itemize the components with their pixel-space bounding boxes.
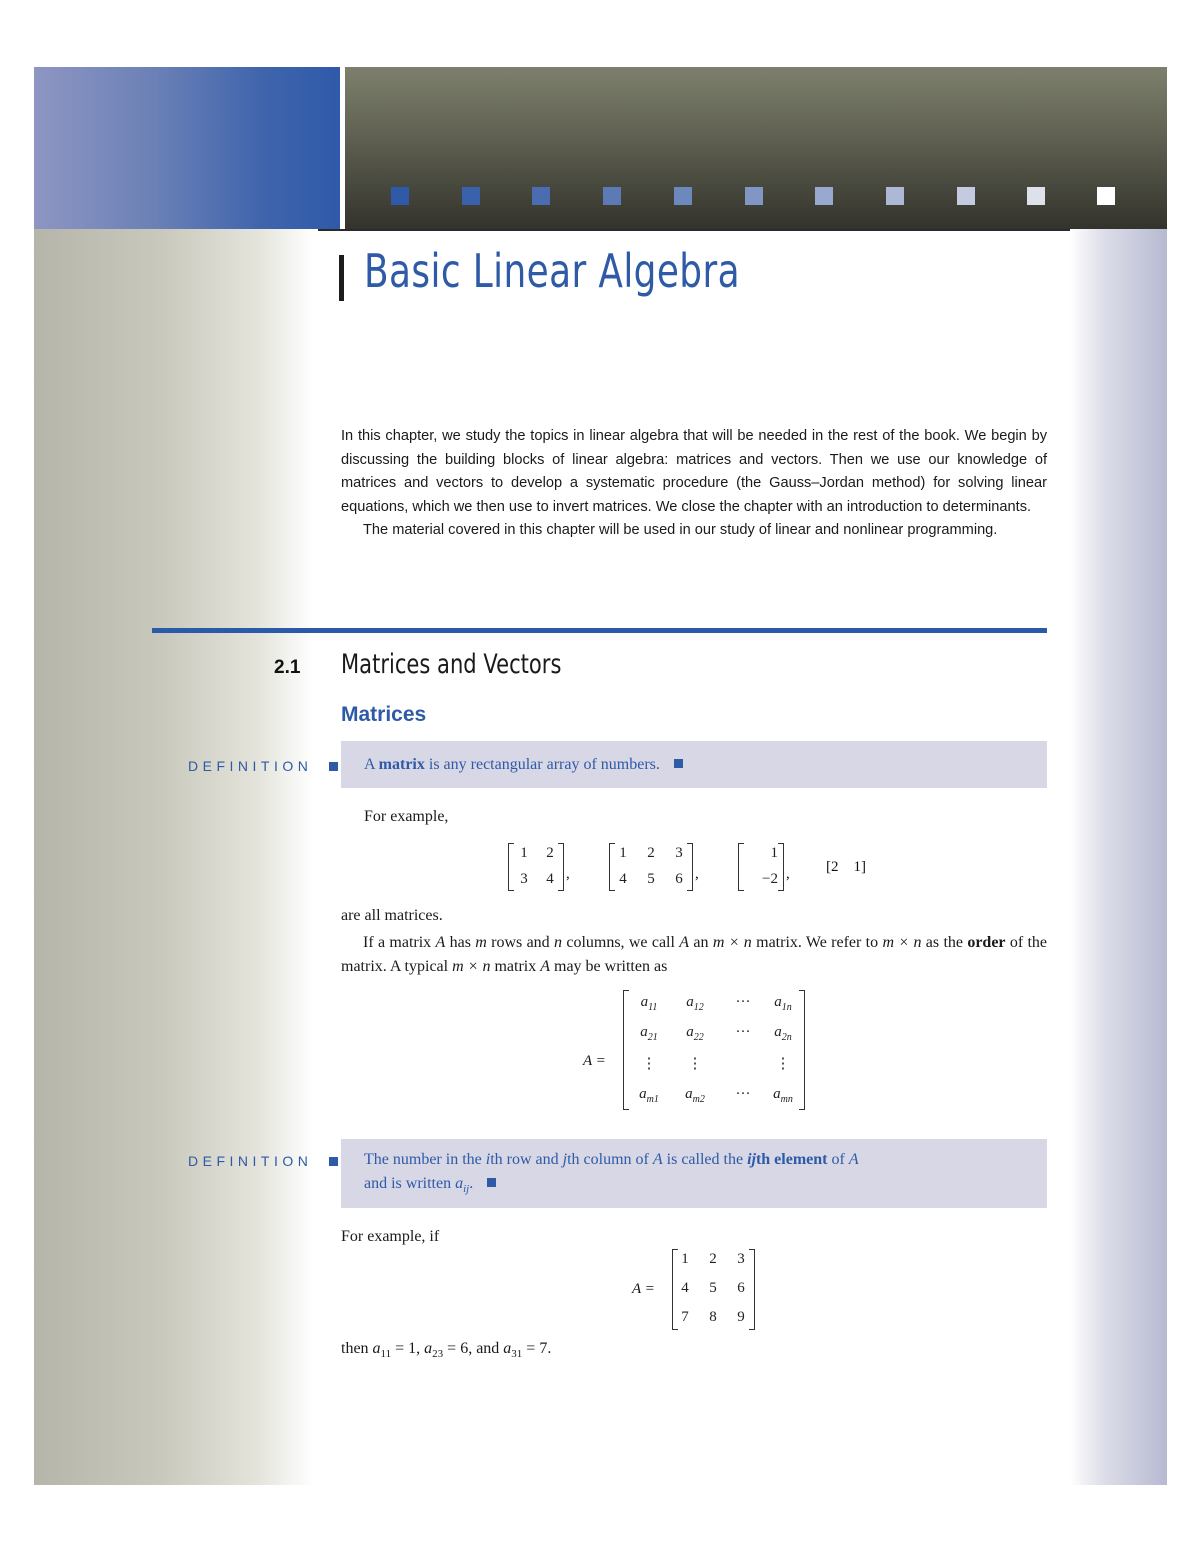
text-span: matrix (490, 958, 541, 975)
matrix-cell: 7 (681, 1309, 689, 1325)
intro-paragraph-1: In this chapter, we study the topics in linear algebra that will be needed in the rest of the book. We begin by discussing the building blocks of linear algebra: matrices and vectors. Then we use our knowledge of matrices and vectors to develop a systematic procedure (the Gauss–Jordan method) for solving linear equations, which we then use to invert matrices. We close the chapter with an introduction to determinants. (341, 428, 1047, 515)
text-span: = 7. (522, 1340, 552, 1357)
definition-marker (329, 762, 338, 771)
example-row-vector: [2 1] (826, 859, 866, 875)
matrix-cell: 1 (681, 1251, 689, 1267)
matrix-cell: 6 (675, 871, 683, 887)
matrix-cell: 3 (737, 1251, 745, 1267)
are-all-matrices-text: are all matrices. (341, 907, 443, 924)
text-span: matrix. We refer to (751, 934, 879, 951)
matrix-cell: $a_{2n}$ (774, 1024, 792, 1043)
matrix-cell: 1 (770, 845, 778, 861)
text-span: rows and (486, 934, 555, 951)
def-text: th row and (490, 1151, 563, 1168)
then-text (341, 1340, 551, 1360)
math-subscript: 11 (380, 1348, 392, 1361)
text-span: then (341, 1340, 373, 1357)
math-symbol: m × n (712, 934, 752, 951)
matrix-cell: 4 (546, 871, 554, 887)
general-matrix (623, 990, 805, 1110)
text-span: as the (921, 934, 968, 951)
def-text: is called the (662, 1151, 748, 1168)
header-square (957, 187, 975, 205)
matrix-cell: 1 (520, 845, 528, 861)
definition-text (364, 1148, 1004, 1201)
math-symbol: a (455, 1175, 464, 1192)
matrix-cell: ⋮ (641, 1056, 657, 1072)
text-span: = 1, (391, 1340, 425, 1357)
def-text: and is written (364, 1175, 456, 1192)
definition-box-matrix (341, 741, 1047, 788)
section-title: Matrices and Vectors (341, 649, 562, 680)
matrix-cell: ··· (735, 1024, 751, 1040)
math-symbol: A (679, 934, 690, 951)
end-of-definition-marker (674, 759, 683, 768)
def-text: of (827, 1151, 849, 1168)
math-symbol: m (475, 934, 487, 951)
math-symbol: n (554, 934, 563, 951)
def-text: th column of (567, 1151, 653, 1168)
left-margin-panel (34, 229, 314, 1485)
header-square (815, 187, 833, 205)
right-margin-panel (1070, 229, 1167, 1485)
example-matrix-2x2 (508, 843, 564, 891)
matrix-cell: ⋮ (775, 1056, 791, 1072)
def-term: ij (747, 1151, 756, 1168)
def-text-post: is any rectangular array of numbers. (424, 756, 660, 773)
matrix-lhs: A = (583, 1053, 606, 1069)
subsection-title: Matrices (341, 703, 427, 726)
matrix-cell: $a_{22}$ (686, 1024, 704, 1043)
matrix-cell: 5 (647, 871, 655, 887)
matrix-cell: 2 (647, 845, 655, 861)
header-square (1027, 187, 1045, 205)
matrix-cell: $a_{m2}$ (685, 1086, 705, 1105)
matrix-cell: ··· (735, 1086, 751, 1102)
matrix-cell: 8 (709, 1309, 717, 1325)
matrix-cell: 4 (681, 1280, 689, 1296)
comma: , (566, 866, 570, 882)
header-square (886, 187, 904, 205)
definition-label: DEFINITION (188, 1153, 313, 1169)
matrix-cell: 6 (737, 1280, 745, 1296)
header-square (391, 187, 409, 205)
math-symbol: A (435, 934, 446, 951)
order-paragraph (341, 931, 1047, 979)
matrix-lhs: A = (632, 1281, 655, 1297)
intro-paragraph-2: The material covered in this chapter will be used in our study of linear and nonlinear programming. (363, 522, 998, 538)
matrix-cell: $a_{11}$ (640, 994, 658, 1013)
bracket-right (558, 843, 564, 891)
matrix-cell: ··· (735, 994, 751, 1010)
text-span: If a matrix (363, 934, 436, 951)
header-square (603, 187, 621, 205)
def-text: The number in the (364, 1151, 486, 1168)
matrix-cell: 9 (737, 1309, 745, 1325)
text-span: has (445, 934, 476, 951)
text-span: of the matrix. A typical (341, 934, 1048, 975)
header-square (745, 187, 763, 205)
matrix-cell: 3 (520, 871, 528, 887)
matrix-cell: $a_{12}$ (686, 994, 704, 1013)
bracket-right (799, 990, 805, 1110)
definition-text (364, 753, 683, 777)
matrix-cell: $a_{1n}$ (774, 994, 792, 1013)
matrix-cell: 1 (619, 845, 627, 861)
example-matrix-column (738, 843, 784, 891)
section-rule (152, 628, 1047, 633)
matrix-cell: $a_{mn}$ (773, 1086, 793, 1105)
bracket-right (749, 1249, 755, 1330)
example-matrix-2x3 (609, 843, 693, 891)
title-bar (339, 255, 344, 301)
math-subscript: ij (463, 1183, 470, 1196)
for-example-text: For example, (364, 808, 449, 825)
example-matrix-lhs (632, 1281, 655, 1298)
bracket-left (623, 990, 629, 1110)
math-subscript: 23 (432, 1348, 444, 1361)
definition-marker (329, 1157, 338, 1166)
matrix-cell: ⋮ (687, 1056, 703, 1072)
definition-box-element (341, 1139, 1047, 1208)
chapter-title: Basic Linear Algebra (364, 244, 740, 298)
header-square (532, 187, 550, 205)
title-rule (318, 229, 1070, 231)
example-matrix-3x3 (672, 1249, 755, 1330)
text-span: may be written as (550, 958, 668, 975)
matrix-cell: 2 (709, 1251, 717, 1267)
term-order: order (967, 934, 1006, 951)
math-symbol: m × n (882, 934, 922, 951)
header-square (462, 187, 480, 205)
def-term: th element (755, 1151, 828, 1168)
matrix-cell: 4 (619, 871, 627, 887)
math-symbol: A (652, 1151, 663, 1168)
def-text: . (469, 1175, 474, 1192)
bracket-right (778, 843, 784, 891)
matrix-cell: −2 (762, 871, 778, 887)
bracket-left (508, 843, 514, 891)
definition-label: DEFINITION (188, 758, 313, 774)
section-number: 2.1 (274, 657, 301, 678)
math-symbol: m × n (452, 958, 491, 975)
header-band-left (34, 67, 340, 229)
math-symbol: i (485, 1151, 491, 1168)
bracket-right (687, 843, 693, 891)
matrix-cell: $a_{21}$ (640, 1024, 658, 1043)
math-symbol: a (372, 1340, 381, 1357)
matrix-cell: 5 (709, 1280, 717, 1296)
matrix-cell: $a_{m1}$ (639, 1086, 659, 1105)
comma: , (786, 866, 790, 882)
header-square (1097, 187, 1115, 205)
math-subscript: 31 (511, 1348, 523, 1361)
general-matrix-lhs (583, 1053, 606, 1070)
math-symbol: a (424, 1340, 433, 1357)
text-span: columns, we call (562, 934, 680, 951)
math-symbol: A (848, 1151, 859, 1168)
header-square (674, 187, 692, 205)
matrix-cell: 3 (675, 845, 683, 861)
def-text-pre: A (364, 756, 379, 773)
end-of-definition-marker (487, 1178, 496, 1187)
def-term: matrix (378, 756, 425, 773)
for-example-if-text: For example, if (341, 1228, 440, 1245)
intro-text (341, 425, 1047, 543)
math-symbol: j (562, 1151, 568, 1168)
math-symbol: a (503, 1340, 512, 1357)
matrix-cell: 2 (546, 845, 554, 861)
text-span: = 6, and (443, 1340, 504, 1357)
math-symbol: A (540, 958, 550, 975)
comma: , (695, 866, 699, 882)
text-span: an (689, 934, 713, 951)
